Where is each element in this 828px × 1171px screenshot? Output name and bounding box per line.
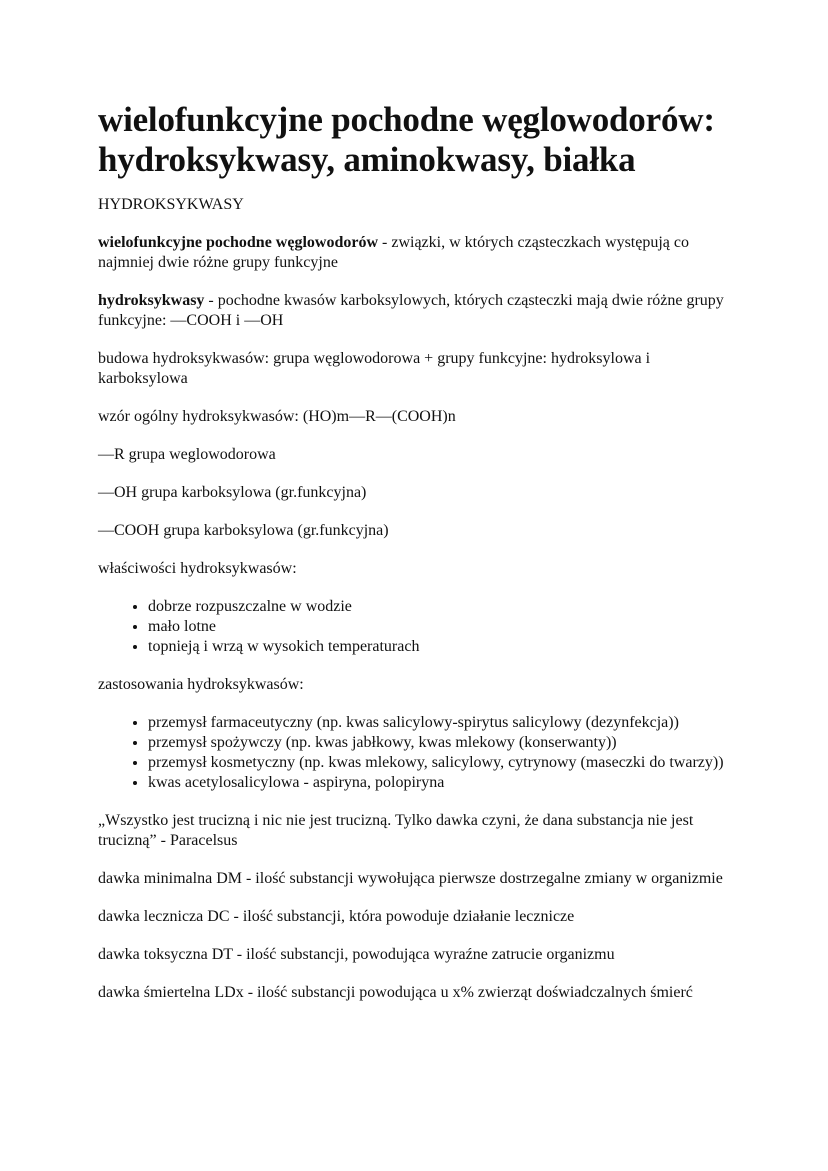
definition-text: - związki, w których cząsteczkach występują co najmniej dwie różne grupy funkcyjne [98,234,689,271]
zastosowania-heading: zastosowania hydroksykwasów: [98,676,304,693]
list-item: • mało lotne [148,617,738,637]
wzor-paragraph: wzór ogólny hydroksykwasów: (HO)m—R—(COOH)n [98,408,456,425]
list-item: • przemysł kosmetyczny (np. kwas mlekowy, salicylowy, cytrynowy (maseczki do twarzy)) [148,753,738,773]
title-line-1: wielofunkcyjne pochodne węglowodorów: [98,100,715,139]
term: hydroksykwasy [98,292,205,309]
term: wielofunkcyjne pochodne węglowodorów [98,234,379,251]
zastosowania-list [98,713,738,793]
r-group-line: —R grupa weglowodorowa [98,446,276,463]
list-item: • topnieją i wrzą w wysokich temperaturach [148,637,738,657]
dawka-smiertelna: dawka śmiertelna LDx - ilość substancji powodująca u x% zwierząt doświadczalnych śmierć [98,984,693,1001]
list-item: • przemysł farmaceutyczny (np. kwas salicylowy-spirytus salicylowy (dezynfekcja)) [148,713,738,733]
wlasciwosci-list [98,597,738,657]
list-item: • kwas acetylosalicylowa - aspiryna, polopiryna [148,773,738,793]
oh-group-line: —OH grupa karboksylowa (gr.funkcyjna) [98,484,367,501]
title-line-2: hydroksykwasy, aminokwasy, białka [98,140,636,179]
document-page [98,100,738,1003]
definition-wielofunkcyjne [98,233,738,273]
section-heading: HYDROKSYKWASY [98,196,244,213]
dawka-minimalna: dawka minimalna DM - ilość substancji wywołująca pierwsze dostrzegalne zmiany w organizmie [98,870,723,887]
paracelsus-quote: „Wszystko jest trucizną i nic nie jest trucizną. Tylko dawka czyni, że dana substancja nie jest trucizną” - Paracelsus [98,812,694,849]
list-item: • dobrze rozpuszczalne w wodzie [148,597,738,617]
page-title [98,100,738,180]
dawka-lecznicza: dawka lecznicza DC - ilość substancji, która powoduje działanie lecznicze [98,908,575,925]
wlasciwosci-heading: właściwości hydroksykwasów: [98,560,297,577]
cooh-group-line: —COOH grupa karboksylowa (gr.funkcyjna) [98,522,389,539]
definition-hydroksykwasy [98,291,738,331]
budowa-paragraph: budowa hydroksykwasów: grupa węglowodorowa + grupy funkcyjne: hydroksylowa i karboksylowa [98,350,651,387]
dawka-toksyczna: dawka toksyczna DT - ilość substancji, powodująca wyraźne zatrucie organizmu [98,946,615,963]
list-item: • przemysł spożywczy (np. kwas jabłkowy, kwas mlekowy (konserwanty)) [148,733,738,753]
definition-text: - pochodne kwasów karboksylowych, których cząsteczki mają dwie różne grupy funkcyjne: —COOH i —OH [98,292,724,329]
